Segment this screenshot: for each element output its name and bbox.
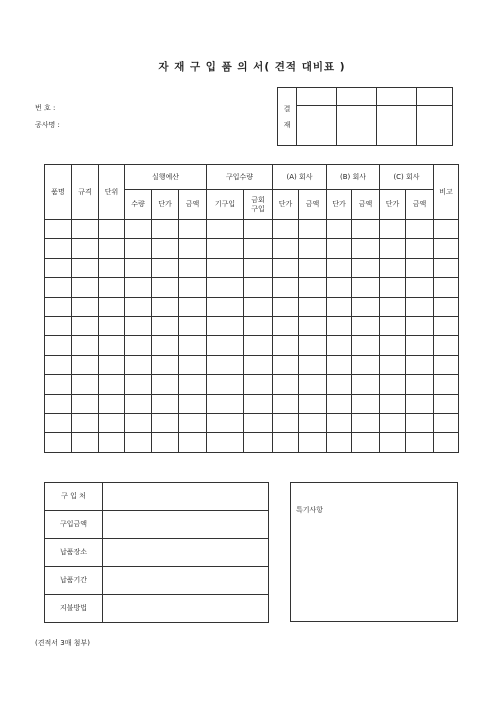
subheader-amount: 금액 (179, 190, 207, 220)
table-cell (125, 278, 152, 297)
purchase-info-body (45, 483, 269, 623)
table-cell (327, 394, 352, 413)
table-cell (406, 413, 434, 432)
table-cell (179, 239, 207, 258)
table-cell (434, 258, 459, 277)
approval-sign-cell (377, 106, 417, 146)
table-cell (380, 297, 406, 316)
table-cell (72, 355, 99, 374)
table-cell (152, 433, 179, 452)
table-cell (380, 375, 406, 394)
table-cell (380, 278, 406, 297)
table-cell (99, 355, 125, 374)
table-cell (273, 220, 299, 239)
table-cell (299, 433, 327, 452)
table-row (45, 278, 459, 297)
table-cell (125, 394, 152, 413)
table-cell (327, 258, 352, 277)
table-cell (434, 336, 459, 355)
table-cell (152, 258, 179, 277)
table-cell (72, 297, 99, 316)
table-cell (45, 316, 72, 335)
table-row (45, 336, 459, 355)
table-row (45, 220, 459, 239)
header-purchase-qty: 구입수량 (207, 165, 273, 190)
table-cell (244, 239, 273, 258)
special-notes-box (290, 482, 458, 622)
table-cell (273, 258, 299, 277)
table-row (45, 375, 459, 394)
info-row (45, 595, 269, 623)
subheader-qty: 수량 (125, 190, 152, 220)
table-cell (207, 433, 244, 452)
table-cell (125, 413, 152, 432)
table-cell (152, 413, 179, 432)
table-cell (99, 413, 125, 432)
footer-note: (견적서 3매 첨부) (35, 639, 90, 647)
table-cell (207, 394, 244, 413)
table-cell (207, 297, 244, 316)
table-cell (380, 433, 406, 452)
table-cell (273, 278, 299, 297)
table-cell (380, 220, 406, 239)
table-cell (207, 316, 244, 335)
table-row (45, 316, 459, 335)
info-row-label: 납품장소 (45, 539, 103, 567)
approval-title-cell (377, 88, 417, 106)
info-row (45, 567, 269, 595)
subheader-c-amount: 금액 (406, 190, 434, 220)
table-cell (179, 278, 207, 297)
approval-box (277, 87, 453, 146)
approval-label (278, 88, 297, 146)
table-cell (152, 220, 179, 239)
table-cell (152, 278, 179, 297)
subheader-current-purchase: 금회 구입 (244, 190, 273, 220)
info-row-value (103, 567, 269, 595)
table-cell (352, 258, 380, 277)
header-budget: 실행예산 (125, 165, 207, 190)
table-cell (434, 297, 459, 316)
table-cell (352, 375, 380, 394)
table-cell (152, 297, 179, 316)
table-cell (406, 278, 434, 297)
table-row (45, 297, 459, 316)
info-row (45, 483, 269, 511)
table-cell (406, 394, 434, 413)
table-cell (244, 375, 273, 394)
approval-sign-cell (337, 106, 377, 146)
table-cell (244, 394, 273, 413)
table-cell (380, 316, 406, 335)
table-cell (45, 239, 72, 258)
table-cell (299, 336, 327, 355)
table-cell (273, 375, 299, 394)
table-cell (152, 355, 179, 374)
table-cell (273, 433, 299, 452)
table-cell (299, 316, 327, 335)
table-cell (179, 355, 207, 374)
document-title: 자 재 구 입 품 의 서( 견적 대비표 ) (158, 61, 346, 73)
table-cell (99, 336, 125, 355)
table-cell (406, 258, 434, 277)
table-cell (352, 278, 380, 297)
table-cell (72, 258, 99, 277)
table-cell (125, 375, 152, 394)
table-cell (434, 220, 459, 239)
table-cell (179, 258, 207, 277)
table-cell (125, 433, 152, 452)
table-cell (99, 278, 125, 297)
table-cell (244, 433, 273, 452)
table-cell (434, 278, 459, 297)
table-cell (380, 355, 406, 374)
table-cell (99, 258, 125, 277)
table-cell (327, 433, 352, 452)
subheader-a-unit-price: 단가 (273, 190, 299, 220)
table-cell (273, 336, 299, 355)
table-cell (352, 433, 380, 452)
table-cell (406, 220, 434, 239)
info-row-value (103, 511, 269, 539)
table-cell (207, 355, 244, 374)
table-cell (352, 297, 380, 316)
table-cell (72, 239, 99, 258)
table-cell (406, 239, 434, 258)
approval-label-2: 재 (283, 120, 291, 129)
header-unit: 단위 (99, 165, 125, 220)
table-cell (45, 258, 72, 277)
comparison-table-body (45, 220, 459, 453)
subheader-b-amount: 금액 (352, 190, 380, 220)
table-cell (273, 297, 299, 316)
table-cell (299, 258, 327, 277)
table-cell (434, 375, 459, 394)
table-row (45, 394, 459, 413)
table-cell (380, 336, 406, 355)
table-cell (406, 336, 434, 355)
table-cell (273, 355, 299, 374)
table-cell (434, 394, 459, 413)
table-cell (179, 297, 207, 316)
table-cell (299, 297, 327, 316)
table-cell (179, 394, 207, 413)
table-cell (152, 239, 179, 258)
table-cell (207, 375, 244, 394)
subheader-c-unit-price: 단가 (380, 190, 406, 220)
table-cell (327, 316, 352, 335)
header-company-c: (C) 회사 (380, 165, 434, 190)
info-row-label: 지불방법 (45, 595, 103, 623)
table-cell (125, 258, 152, 277)
table-row (45, 413, 459, 432)
subheader-b-unit-price: 단가 (327, 190, 352, 220)
table-cell (299, 375, 327, 394)
table-cell (434, 413, 459, 432)
approval-title-cell (297, 88, 337, 106)
table-cell (299, 239, 327, 258)
table-cell (179, 220, 207, 239)
table-cell (99, 220, 125, 239)
table-cell (244, 413, 273, 432)
table-cell (99, 433, 125, 452)
table-cell (244, 297, 273, 316)
table-cell (125, 316, 152, 335)
table-cell (244, 220, 273, 239)
table-cell (72, 394, 99, 413)
table-cell (352, 413, 380, 432)
table-cell (273, 239, 299, 258)
table-cell (179, 336, 207, 355)
table-cell (72, 375, 99, 394)
table-cell (299, 220, 327, 239)
table-cell (179, 375, 207, 394)
table-cell (380, 258, 406, 277)
special-notes-label: 특기사항 (296, 506, 324, 514)
info-row (45, 511, 269, 539)
table-cell (152, 394, 179, 413)
table-cell (273, 394, 299, 413)
table-cell (45, 278, 72, 297)
approval-sign-cell (297, 106, 337, 146)
table-cell (434, 433, 459, 452)
table-cell (327, 239, 352, 258)
header-remarks: 비고 (434, 165, 459, 220)
table-cell (99, 375, 125, 394)
info-row-label: 구입금액 (45, 511, 103, 539)
info-row-value (103, 539, 269, 567)
table-cell (380, 394, 406, 413)
table-cell (352, 394, 380, 413)
table-cell (72, 278, 99, 297)
project-name-label: 공사명 : (35, 121, 60, 129)
info-row (45, 539, 269, 567)
table-cell (72, 433, 99, 452)
table-row (45, 258, 459, 277)
table-cell (72, 336, 99, 355)
table-cell (125, 336, 152, 355)
table-cell (327, 297, 352, 316)
subheader-previously-purchased: 기구입 (207, 190, 244, 220)
subheader-unit-price: 단가 (152, 190, 179, 220)
header-item-name: 품명 (45, 165, 72, 220)
table-cell (45, 375, 72, 394)
table-cell (299, 278, 327, 297)
table-cell (327, 375, 352, 394)
table-cell (99, 394, 125, 413)
table-cell (125, 239, 152, 258)
info-row-value (103, 595, 269, 623)
table-cell (45, 394, 72, 413)
table-cell (45, 220, 72, 239)
table-cell (406, 375, 434, 394)
table-cell (72, 413, 99, 432)
table-cell (327, 220, 352, 239)
info-row-label: 납품기간 (45, 567, 103, 595)
table-cell (152, 336, 179, 355)
table-cell (99, 297, 125, 316)
table-cell (207, 336, 244, 355)
purchase-info-table (44, 482, 269, 623)
table-cell (152, 316, 179, 335)
table-cell (125, 297, 152, 316)
approval-sign-cell (417, 106, 453, 146)
table-cell (380, 239, 406, 258)
header-company-a: (A) 회사 (273, 165, 327, 190)
table-cell (179, 433, 207, 452)
table-cell (406, 297, 434, 316)
table-cell (299, 413, 327, 432)
table-cell (244, 258, 273, 277)
table-cell (244, 278, 273, 297)
comparison-table (44, 164, 459, 453)
table-cell (99, 316, 125, 335)
table-cell (352, 220, 380, 239)
info-row-value (103, 483, 269, 511)
table-cell (45, 336, 72, 355)
table-cell (72, 220, 99, 239)
table-cell (327, 355, 352, 374)
table-cell (352, 355, 380, 374)
header-spec: 규격 (72, 165, 99, 220)
table-cell (434, 355, 459, 374)
table-cell (352, 316, 380, 335)
approval-label-1: 결 (283, 104, 291, 113)
table-cell (327, 336, 352, 355)
table-cell (299, 355, 327, 374)
table-cell (45, 433, 72, 452)
table-cell (207, 278, 244, 297)
table-cell (99, 239, 125, 258)
header-company-b: (B) 회사 (327, 165, 380, 190)
table-cell (406, 355, 434, 374)
table-cell (45, 355, 72, 374)
table-cell (406, 316, 434, 335)
info-row-label: 구 입 처 (45, 483, 103, 511)
approval-title-cell (417, 88, 453, 106)
table-cell (434, 316, 459, 335)
table-cell (72, 316, 99, 335)
table-row (45, 355, 459, 374)
table-cell (207, 413, 244, 432)
table-cell (244, 336, 273, 355)
table-row (45, 433, 459, 452)
table-cell (207, 239, 244, 258)
table-cell (273, 413, 299, 432)
table-cell (45, 413, 72, 432)
table-cell (406, 433, 434, 452)
table-cell (152, 375, 179, 394)
table-cell (299, 394, 327, 413)
table-cell (380, 413, 406, 432)
approval-title-cell (337, 88, 377, 106)
table-cell (244, 355, 273, 374)
table-cell (352, 336, 380, 355)
table-cell (273, 316, 299, 335)
table-cell (244, 316, 273, 335)
subheader-a-amount: 금액 (299, 190, 327, 220)
table-cell (352, 239, 380, 258)
table-cell (179, 316, 207, 335)
table-cell (327, 278, 352, 297)
table-cell (207, 220, 244, 239)
table-row (45, 239, 459, 258)
table-cell (125, 220, 152, 239)
table-cell (327, 413, 352, 432)
table-cell (434, 239, 459, 258)
number-label: 번 호 : (35, 104, 56, 112)
table-cell (45, 297, 72, 316)
table-cell (125, 355, 152, 374)
table-cell (179, 413, 207, 432)
table-cell (207, 258, 244, 277)
